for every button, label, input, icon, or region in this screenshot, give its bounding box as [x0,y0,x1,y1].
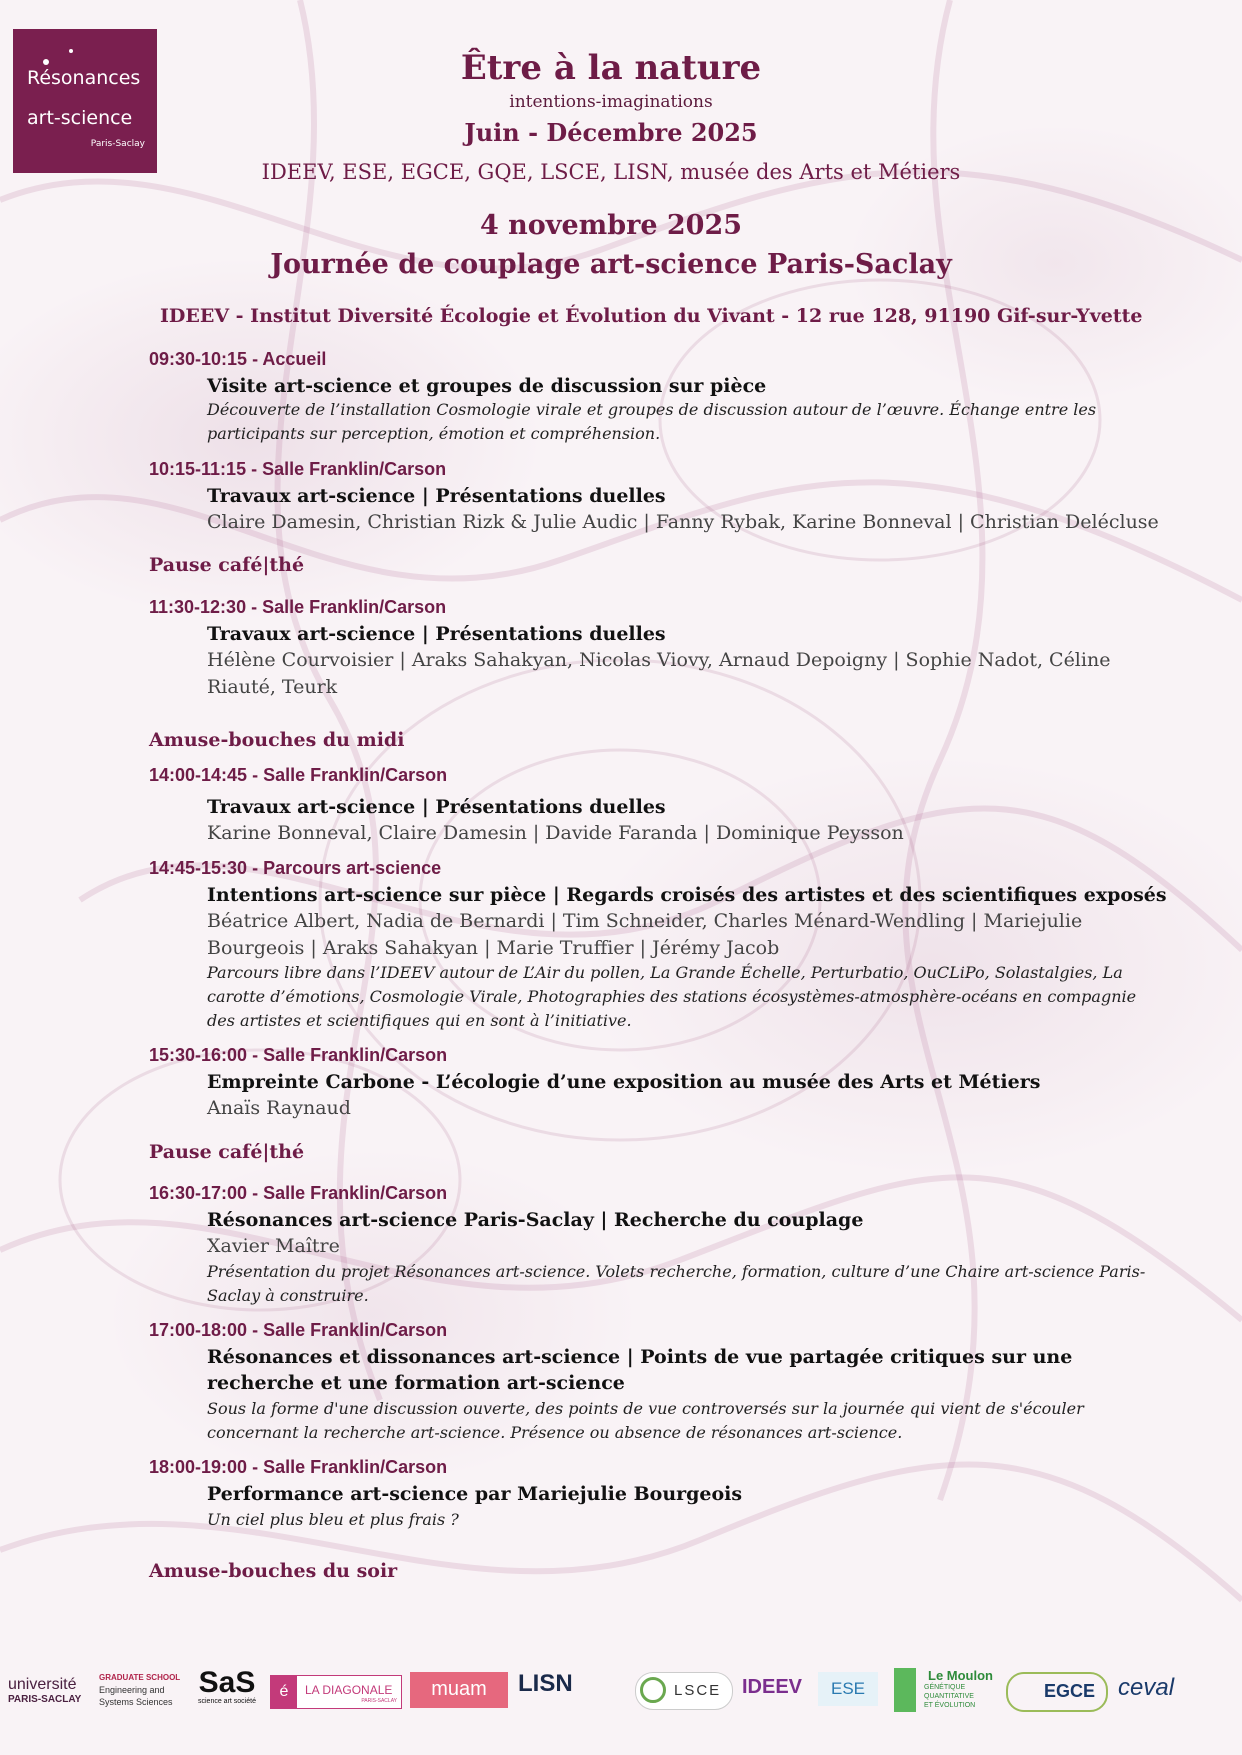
logo-text: GÉNÉTIQUE [924,1684,966,1691]
session-title: Travaux art-science | Présentations duelles [207,623,666,645]
logo-text: EGCE [1044,1681,1096,1701]
session-time: 11:30-12:30 - Salle Franklin/Carson [149,597,447,617]
logo-text: é [271,1676,297,1708]
logo-text: Systems Sciences [99,1697,173,1707]
session-time: 17:00-18:00 - Salle Franklin/Carson [149,1320,448,1340]
session-description: Parcours libre dans l’IDEEV autour de L’Air du pollen, La Grande Échelle, Perturbatio, OuCLiPo, Solastalgies, La carotte d’émotions, Cosmologie Virale, Photographies des stations écosystèmes-atmosphère-océans en compagnie des artistes et scientifiques qui en sont à l’initiative. [207,963,1137,1030]
break-label: Pause café|thé [149,1141,305,1163]
session-title: Intentions art-science sur pièce | Regards croisés des artistes et des scientifiques exposés [207,884,1167,906]
logo-text: science art société [198,1698,256,1705]
session-speakers: Hélène Courvoisier | Araks Sahakyan, Nicolas Viovy, Arnaud Depoigny | Sophie Nadot, Céline Riauté, Teurk [207,649,1111,698]
logo-text: PARIS-SACLAY [8,1694,82,1705]
session-time: 10:15-11:15 - Salle Franklin/Carson [149,459,447,479]
session-time: 16:30-17:00 - Salle Franklin/Carson [149,1183,448,1203]
session-title: Visite art-science et groupes de discussion sur pièce [207,375,767,397]
logo-muam: muam [410,1672,508,1708]
logo-line-1: Résonances [27,67,141,89]
logo-text: LA DIAGONALE [305,1683,393,1697]
logo-lsce [635,1672,733,1710]
break-label: Amuse-bouches du soir [149,1560,398,1582]
session-speakers: Xavier Maître [207,1235,340,1257]
lsce-circle-icon [640,1677,666,1703]
session-title: Empreinte Carbone - L’écologie d’une exposition au musée des Arts et Métiers [207,1071,1041,1093]
logo-line-3: Paris-Saclay [90,139,145,149]
break-label: Pause café|thé [149,554,305,576]
logo-lisn: LISN [518,1670,573,1697]
logo-text: PARIS-SACLAY [361,1698,397,1704]
logo-text: LSCE [674,1682,722,1699]
partner-logos [0,1660,1242,1720]
session-description: Un ciel plus bleu et plus frais ? [207,1510,459,1529]
logo-text: Engineering and [99,1685,165,1695]
partners-list: IDEEV, ESE, EGCE, GQE, LSCE, LISN, musée des Arts et Métiers [261,160,961,184]
logo-universite-paris-saclay [8,1676,81,1705]
logo-ese: ESE [818,1672,878,1706]
session-time: 09:30-10:15 - Accueil [149,349,327,369]
logo-le-moulon [894,1668,994,1712]
logo-text: Le Moulon [928,1668,993,1683]
session-speakers: Claire Damesin, Christian Rizk & Julie Audic | Fanny Rybak, Karine Bonneval | Christian Delécluse [207,511,1159,533]
logo-graduate-school [99,1672,180,1708]
logo-line-2: art-science [27,107,133,129]
session-speakers: Anaïs Raynaud [207,1097,351,1119]
break-label: Amuse-bouches du midi [149,729,405,751]
logo-text: université [8,1676,77,1693]
logo-text: GRADUATE SCHOOL [99,1673,181,1682]
event-date: 4 novembre 2025 [479,210,743,241]
session-time: 18:00-19:00 - Salle Franklin/Carson [149,1457,448,1477]
session-title: Résonances art-science Paris-Saclay | Recherche du couplage [207,1209,864,1231]
logo-cerval: ceval [1118,1674,1175,1701]
session-speakers: Béatrice Albert, Nadia de Bernardi | Tim Schneider, Charles Ménard-Wendling | Mariejulie Bourgeois | Araks Sahakyan | Marie Truffier | Jérémy Jacob [207,910,1083,959]
session-time: 15:30-16:00 - Salle Franklin/Carson [149,1045,448,1065]
logo-sas [193,1668,261,1705]
moulon-square-icon [894,1668,916,1712]
session-time: 14:45-15:30 - Parcours art-science [149,858,442,878]
session-title: Performance art-science par Mariejulie Bourgeois [207,1483,743,1505]
logo-text: SaS [198,1666,256,1699]
logo-ideev: IDEEV [742,1676,803,1698]
event-name: Journée de couplage art-science Paris-Saclay [270,249,952,280]
session-description: Sous la forme d'une discussion ouverte, des points de vue controversés sur la journée qui vient de s'écouler concernant la recherche art-science. Présence ou absence de résonances art-science. [207,1399,1084,1442]
session-speakers: Karine Bonneval, Claire Damesin | Davide Faranda | Dominique Peysson [207,822,904,844]
logo-text: QUANTITATIVE [924,1693,974,1700]
session-title: Résonances et dissonances art-science | Points de vue partagée critiques sur une recherche et une formation art-science [207,1346,1073,1394]
page-title: Être à la nature [460,48,762,88]
session-title: Travaux art-science | Présentations duelles [207,796,666,818]
session-description: Présentation du projet Résonances art-science. Volets recherche, formation, culture d’une Chaire art-science Paris-Saclay à construire. [207,1262,1146,1305]
logo-text: ET ÉVOLUTION [924,1702,976,1709]
session-description: Découverte de l’installation Cosmologie virale et groupes de discussion autour de l’œuvre. Échange entre les participants sur perception, émotion et compréhension. [207,400,1097,443]
season-dates: Juin - Décembre 2025 [464,118,758,147]
session-title: Travaux art-science | Présentations duelles [207,485,666,507]
logo-egce [1006,1672,1108,1712]
page-subtitle: intentions-imaginations [509,92,713,112]
logo-la-diagonale [270,1675,402,1709]
session-time: 14:00-14:45 - Salle Franklin/Carson [149,765,448,785]
venue-address: IDEEV - Institut Diversité Écologie et Évolution du Vivant - 12 rue 128, 91190 Gif-sur-Yvette [160,305,1143,327]
